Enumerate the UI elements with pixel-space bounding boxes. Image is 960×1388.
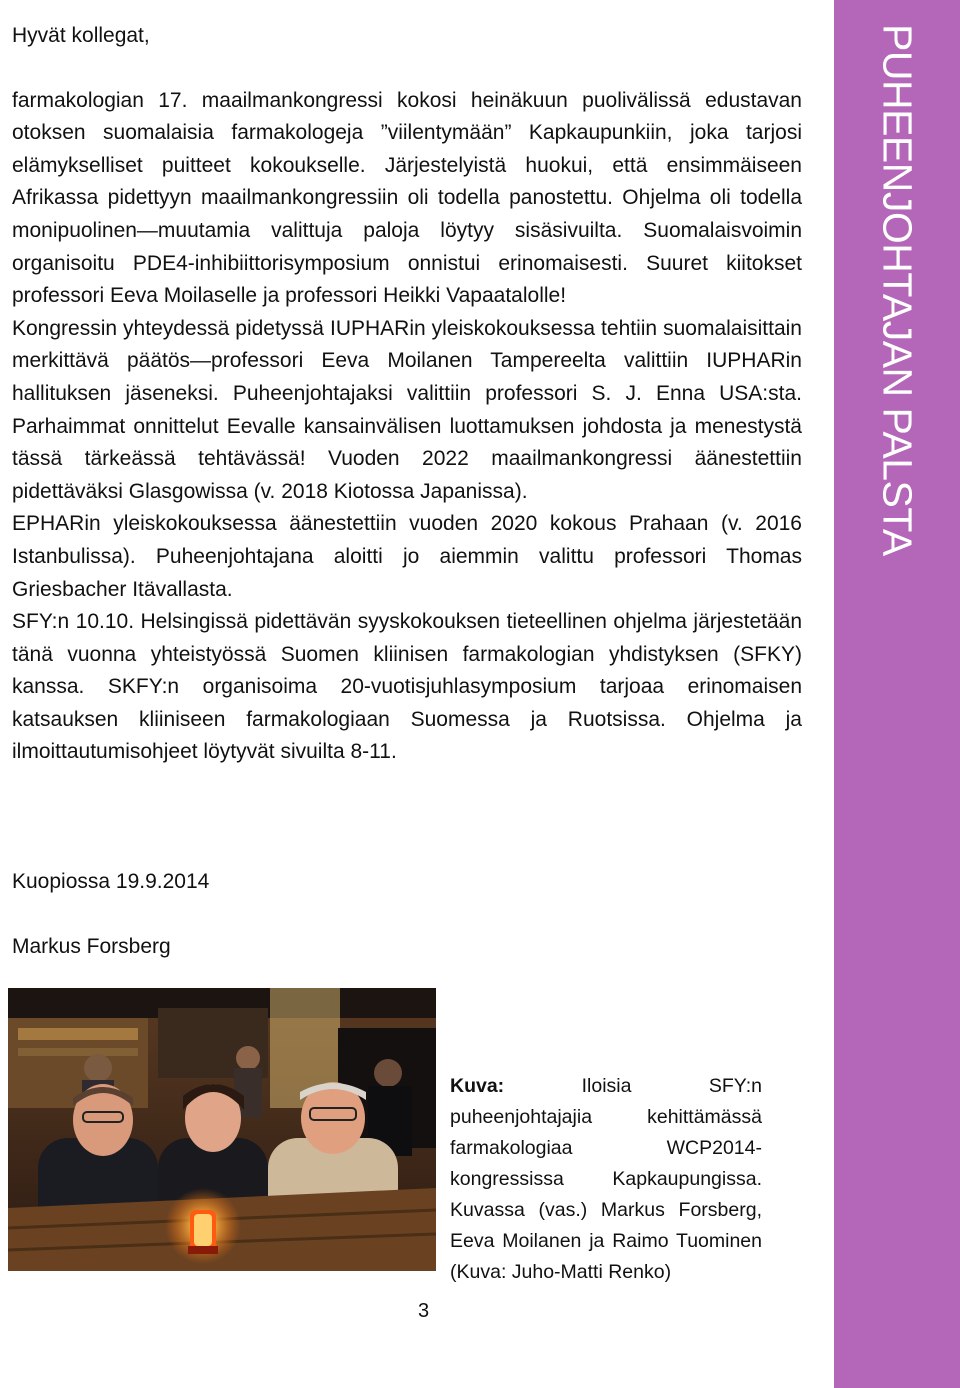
paragraph-sfy-meeting: SFY:n 10.10. Helsingissä pidettävän syyskokouksen tieteellinen ohjelma järjestetään tänä vuonna yhteistyössä Suomen kliinisen farmakologian yhdistyksen (SFKY) kanssa. SKFY:n organisoima 20-vuotisjuhlasymposium tarjoaa erinomaisen katsauksen kliiniseen farmakologiaan Suomessa ja Ruotsissa. Ohjelma ja ilmoittautumisohjeet löytyvät sivuilta 8-11.: [12, 610, 802, 764]
letter-body: [12, 20, 802, 769]
paragraph-iuphar: Kongressin yhteydessä pidetyssä IUPHARin yleiskokouksessa tehtiin suomalaisittain merkittävä päätös—professori Eeva Moilanen Tampereelta valittiin IUPHARin hallituksen jäseneksi. Puheenjohtajaksi valittiin professori S. J. Enna USA:sta. Parhaimmat onnittelut Eevalle kansainvälisen luottamuksen johdosta ja menestystä tässä tärkeässä tehtävässä! Vuoden 2022 maailmankongressi äänestettiin pidettäväksi Glasgowissa (v. 2018 Kiotossa Japanissa).: [12, 316, 802, 503]
caption-text: Iloisia SFY:n puheenjohtajajia kehittämässä farmakologiaa WCP2014-kongressissa Kapkaupungissa. Kuvassa (vas.) Markus Forsberg, Eeva Moilanen ja Raimo Tuominen (Kuva: Juho-Matti Renko): [450, 1075, 762, 1283]
paragraph-congress: farmakologian 17. maailmankongressi kokosi heinäkuun puolivälissä edustavan otoksen suomalaisia farmakologeja ”viilentymään” Kapkaupunkiin, joka tarjosi elämykselliset puitteet kokoukselle. Järjestelyistä huokui, että ensimmäiseen Afrikassa pidettyyn maailmankongressiin oli todella panostettu. Ohjelma oli todella monipuolinen—muutamia valittuja paloja löytyy sisäsivuilta. Suomalaisvoimin organisoitu PDE4-inhibiittorisymposium onnistui erinomaisesti. Suuret kiitokset professori Eeva Moilaselle ja professori Heikki Vapaatalolle!: [12, 88, 802, 308]
dateline: Kuopiossa 19.9.2014: [12, 870, 210, 893]
paragraph-ephar: EPHARin yleiskokouksessa äänestettiin vuoden 2020 kokous Prahaan (v. 2016 Istanbulissa). Puheenjohtajana aloitti jo aiemmin valittu professori Thomas Griesbacher Itävallasta.: [12, 512, 802, 601]
photo-caption: [450, 1071, 762, 1288]
side-title: PUHEENJOHTAJAN PALSTA: [874, 24, 921, 556]
side-band: [834, 0, 960, 1388]
page-number: 3: [418, 1300, 430, 1322]
greeting: Hyvät kollegat,: [12, 24, 150, 47]
signature: Markus Forsberg: [12, 935, 171, 958]
group-photo: [8, 988, 436, 1271]
caption-label: Kuva:: [450, 1075, 582, 1097]
